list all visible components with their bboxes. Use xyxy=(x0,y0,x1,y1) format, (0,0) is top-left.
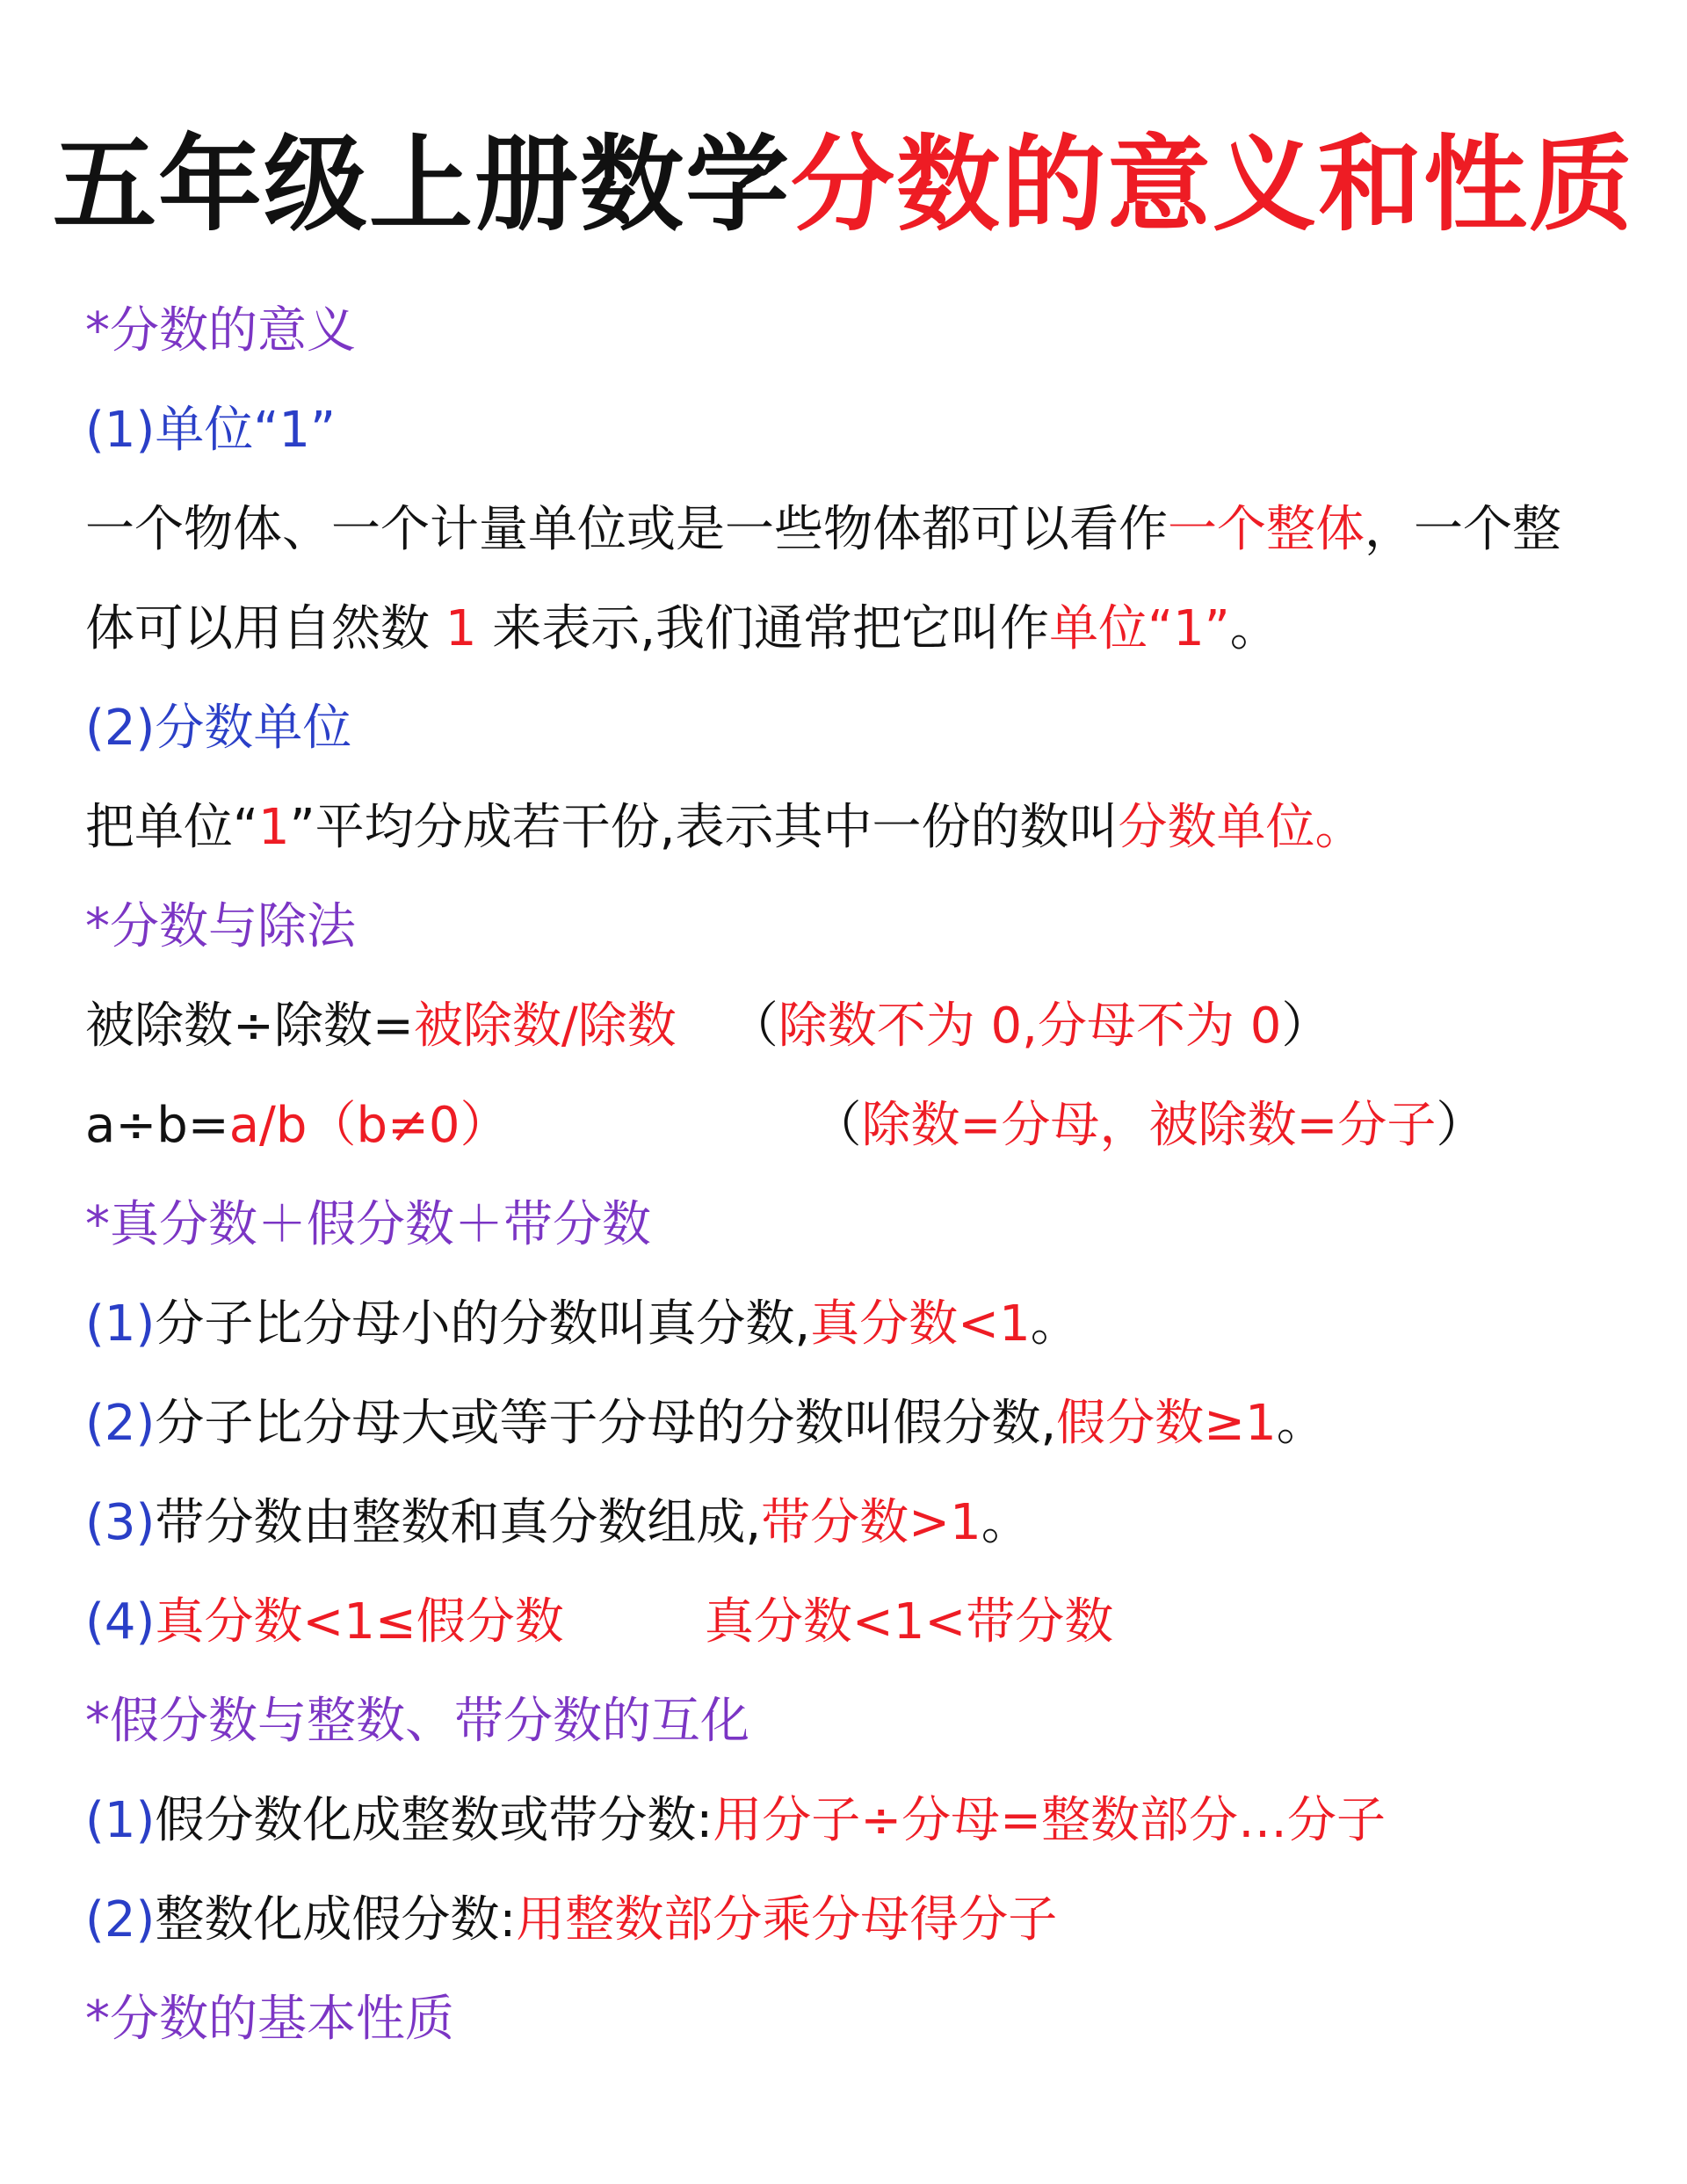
emphasis-text: 分数单位。 xyxy=(1118,799,1365,856)
section-heading-types xyxy=(85,1175,1649,1274)
subheading-text: (1)单位“1” xyxy=(85,402,336,459)
item-number: (2) xyxy=(85,1891,156,1948)
formula-note-close: ） xyxy=(1436,1097,1486,1154)
item-end: 。 xyxy=(1276,1395,1326,1452)
paragraph-fraction-unit xyxy=(85,778,1649,877)
item-end: 。 xyxy=(981,1494,1031,1551)
item-number: (2) xyxy=(85,1395,156,1452)
paragraph-text: 来表示,我们通常把它叫作 xyxy=(476,600,1050,657)
item-emphasis: 带分数>1 xyxy=(761,1494,981,1551)
list-item-compare xyxy=(85,1572,1649,1672)
emphasis-text: 一个整体 xyxy=(1168,501,1365,558)
title-part-red: 分数的意义和性质 xyxy=(791,124,1635,245)
paragraph-text: 一个物体、一个计量单位或是一些物体都可以看作 xyxy=(85,501,1168,558)
heading-text: *真分数＋假分数＋带分数 xyxy=(85,1196,651,1253)
section-heading-meaning xyxy=(85,281,1649,381)
item-number: (3) xyxy=(85,1494,156,1551)
item-emphasis: 真分数<1 xyxy=(810,1295,1031,1353)
item-number: (4) xyxy=(85,1593,156,1651)
item-text: 假分数化成整数或带分数: xyxy=(155,1792,713,1849)
paragraph-unit-one-line1 xyxy=(85,480,1649,579)
list-item xyxy=(85,1771,1649,1870)
item-emphasis: 用分子÷分母=整数部分…分子 xyxy=(713,1792,1387,1849)
division-rule xyxy=(85,976,1649,1076)
rule-note-close: ） xyxy=(1281,998,1331,1055)
title-part-black: 五年级上册数学 xyxy=(52,124,791,245)
section-heading-division xyxy=(85,877,1649,976)
section-heading-property xyxy=(85,1970,1649,2069)
heading-text: *分数与除法 xyxy=(85,898,356,955)
item-text: 分子比分母小的分数叫真分数, xyxy=(155,1295,811,1353)
rule-emphasis: 被除数/除数 xyxy=(413,998,677,1055)
item-end: 。 xyxy=(1030,1295,1080,1353)
formula-note-open: （ xyxy=(812,1097,862,1154)
paragraph-text: ”平均分成若干份,表示其中一份的数叫 xyxy=(289,799,1119,856)
division-formula xyxy=(85,1076,1649,1175)
formula-emphasis: a/b（b≠0） xyxy=(228,1097,510,1154)
list-item xyxy=(85,1870,1649,1970)
emphasis-text: 1 xyxy=(258,799,290,856)
paragraph-text: ，一个整 xyxy=(1365,501,1561,558)
list-item xyxy=(85,1274,1649,1374)
item-emphasis: 用整数部分乘分母得分子 xyxy=(516,1891,1058,1948)
subheading-text: (2)分数单位 xyxy=(85,700,352,757)
paragraph-text: 。 xyxy=(1229,600,1279,657)
paragraph-text: 把单位“ xyxy=(85,799,259,856)
item-emphasis: 假分数≥1 xyxy=(1056,1395,1277,1452)
rule-text: 被除数÷除数= xyxy=(85,998,414,1055)
item-text: 分子比分母大或等于分母的分数叫假分数, xyxy=(155,1395,1057,1452)
formula-text: a÷b= xyxy=(85,1097,229,1154)
heading-text: *分数的意义 xyxy=(85,302,356,359)
page-title xyxy=(0,123,1687,246)
subheading-unit-one xyxy=(85,381,1649,480)
emphasis-text: 1 xyxy=(445,600,477,657)
heading-text: *假分数与整数、带分数的互化 xyxy=(85,1693,749,1750)
emphasis-text: 单位“1” xyxy=(1049,600,1230,657)
content-body xyxy=(85,281,1649,2069)
compare-expression: 真分数<1<带分数 xyxy=(704,1593,1114,1651)
item-text: 整数化成假分数: xyxy=(155,1891,517,1948)
subheading-fraction-unit xyxy=(85,678,1649,778)
paragraph-unit-one-line2 xyxy=(85,579,1649,678)
section-heading-convert xyxy=(85,1672,1649,1771)
item-text: 带分数由整数和真分数组成, xyxy=(155,1494,762,1551)
item-number: (1) xyxy=(85,1295,156,1353)
formula-note: 除数=分母，被除数=分子 xyxy=(861,1097,1437,1154)
paragraph-text: 体可以用自然数 xyxy=(85,600,445,657)
list-item xyxy=(85,1473,1649,1572)
rule-note: 除数不为 0,分母不为 0 xyxy=(778,998,1282,1055)
item-number: (1) xyxy=(85,1792,156,1849)
rule-note-open: （ xyxy=(728,998,778,1055)
list-item xyxy=(85,1374,1649,1473)
compare-expression: 真分数<1≤假分数 xyxy=(155,1593,564,1651)
heading-text: *分数的基本性质 xyxy=(85,1991,454,2048)
